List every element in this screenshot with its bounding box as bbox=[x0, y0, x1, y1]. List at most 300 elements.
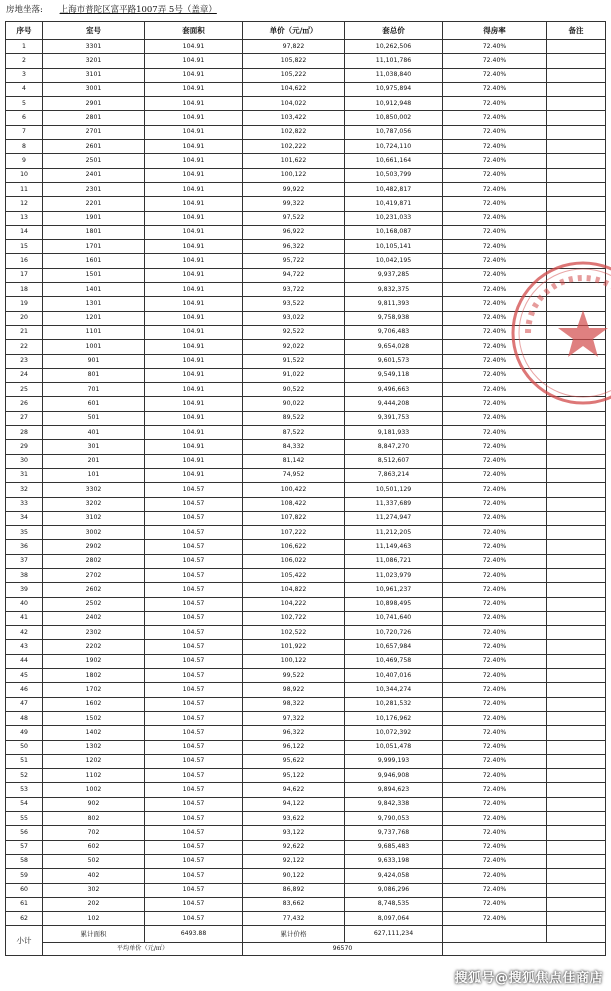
unit-area: 104.57 bbox=[145, 669, 243, 683]
total-price: 10,503,799 bbox=[345, 168, 443, 182]
unit-area: 104.91 bbox=[145, 97, 243, 111]
unit-price: 92,022 bbox=[243, 340, 345, 354]
unit-price: 91,022 bbox=[243, 368, 345, 382]
table-row bbox=[6, 240, 606, 254]
efficiency-rate: 72.40% bbox=[443, 568, 547, 582]
location-address: 上海市普陀区富平路1007弄 5号（盖章） bbox=[59, 5, 217, 15]
row-index: 48 bbox=[6, 711, 43, 725]
efficiency-rate: 72.40% bbox=[443, 540, 547, 554]
remarks bbox=[547, 526, 606, 540]
remarks bbox=[547, 740, 606, 754]
unit-area: 104.57 bbox=[145, 797, 243, 811]
total-price: 8,512,607 bbox=[345, 454, 443, 468]
total-price: 11,149,463 bbox=[345, 540, 443, 554]
unit-area: 104.57 bbox=[145, 683, 243, 697]
row-index: 53 bbox=[6, 783, 43, 797]
unit-area: 104.57 bbox=[145, 769, 243, 783]
efficiency-rate: 72.40% bbox=[443, 640, 547, 654]
table-row bbox=[6, 97, 606, 111]
total-price: 10,657,984 bbox=[345, 640, 443, 654]
remarks bbox=[547, 325, 606, 339]
row-index: 25 bbox=[6, 383, 43, 397]
row-index: 28 bbox=[6, 426, 43, 440]
unit-area: 104.91 bbox=[145, 383, 243, 397]
total-price: 9,832,375 bbox=[345, 283, 443, 297]
efficiency-rate: 72.40% bbox=[443, 40, 547, 54]
efficiency-rate: 72.40% bbox=[443, 654, 547, 668]
row-index: 39 bbox=[6, 583, 43, 597]
table-row bbox=[6, 554, 606, 568]
table-row bbox=[6, 82, 606, 96]
remarks bbox=[547, 254, 606, 268]
unit-area: 104.57 bbox=[145, 554, 243, 568]
table-row bbox=[6, 683, 606, 697]
room-number: 2901 bbox=[43, 97, 145, 111]
remarks bbox=[547, 654, 606, 668]
total-price: 9,737,768 bbox=[345, 826, 443, 840]
row-index: 38 bbox=[6, 568, 43, 582]
unit-price: 99,322 bbox=[243, 197, 345, 211]
efficiency-rate: 72.40% bbox=[443, 225, 547, 239]
total-price: 11,023,979 bbox=[345, 568, 443, 582]
unit-area: 104.57 bbox=[145, 883, 243, 897]
table-row bbox=[6, 111, 606, 125]
efficiency-rate: 72.40% bbox=[443, 97, 547, 111]
unit-price: 102,222 bbox=[243, 140, 345, 154]
room-number: 3001 bbox=[43, 82, 145, 96]
efficiency-rate: 72.40% bbox=[443, 68, 547, 82]
remarks bbox=[547, 268, 606, 282]
efficiency-rate: 72.40% bbox=[443, 597, 547, 611]
total-price: 10,501,129 bbox=[345, 483, 443, 497]
total-price: 10,407,016 bbox=[345, 669, 443, 683]
unit-area: 104.57 bbox=[145, 826, 243, 840]
room-number: 401 bbox=[43, 426, 145, 440]
remarks bbox=[547, 840, 606, 854]
table-row bbox=[6, 225, 606, 239]
table-row bbox=[6, 268, 606, 282]
unit-price: 101,922 bbox=[243, 640, 345, 654]
unit-price: 102,822 bbox=[243, 125, 345, 139]
unit-price: 98,322 bbox=[243, 697, 345, 711]
unit-price: 92,622 bbox=[243, 840, 345, 854]
room-number: 1902 bbox=[43, 654, 145, 668]
table-row bbox=[6, 211, 606, 225]
room-number: 601 bbox=[43, 397, 145, 411]
col-header-total-price: 套总价 bbox=[345, 22, 443, 40]
table-row bbox=[6, 854, 606, 868]
table-row bbox=[6, 483, 606, 497]
room-number: 1202 bbox=[43, 754, 145, 768]
row-index: 33 bbox=[6, 497, 43, 511]
unit-area: 104.91 bbox=[145, 68, 243, 82]
efficiency-rate: 72.40% bbox=[443, 697, 547, 711]
table-row bbox=[6, 468, 606, 482]
remarks bbox=[547, 140, 606, 154]
efficiency-rate: 72.40% bbox=[443, 511, 547, 525]
table-row bbox=[6, 869, 606, 883]
room-number: 602 bbox=[43, 840, 145, 854]
efficiency-rate: 72.40% bbox=[443, 497, 547, 511]
average-row bbox=[6, 943, 606, 956]
unit-area: 104.57 bbox=[145, 840, 243, 854]
table-row bbox=[6, 454, 606, 468]
unit-area: 104.57 bbox=[145, 654, 243, 668]
total-price: 9,999,193 bbox=[345, 754, 443, 768]
efficiency-rate: 72.40% bbox=[443, 683, 547, 697]
row-index: 11 bbox=[6, 182, 43, 196]
unit-area: 104.57 bbox=[145, 697, 243, 711]
remarks bbox=[547, 154, 606, 168]
total-area-value: 6493.88 bbox=[145, 926, 243, 943]
total-price: 10,168,087 bbox=[345, 225, 443, 239]
unit-area: 104.57 bbox=[145, 497, 243, 511]
table-row bbox=[6, 311, 606, 325]
total-price: 10,042,195 bbox=[345, 254, 443, 268]
total-price: 11,337,689 bbox=[345, 497, 443, 511]
total-price: 9,946,908 bbox=[345, 769, 443, 783]
unit-price: 96,922 bbox=[243, 225, 345, 239]
unit-price: 97,322 bbox=[243, 711, 345, 725]
room-number: 3201 bbox=[43, 54, 145, 68]
row-index: 12 bbox=[6, 197, 43, 211]
room-number: 501 bbox=[43, 411, 145, 425]
remarks bbox=[547, 769, 606, 783]
table-row bbox=[6, 912, 606, 926]
efficiency-rate: 72.40% bbox=[443, 483, 547, 497]
row-index: 19 bbox=[6, 297, 43, 311]
remarks bbox=[547, 754, 606, 768]
room-number: 901 bbox=[43, 354, 145, 368]
total-price: 10,961,237 bbox=[345, 583, 443, 597]
room-number: 1602 bbox=[43, 697, 145, 711]
table-row bbox=[6, 182, 606, 196]
unit-area: 104.57 bbox=[145, 740, 243, 754]
unit-area: 104.57 bbox=[145, 869, 243, 883]
room-number: 2502 bbox=[43, 597, 145, 611]
remarks bbox=[547, 711, 606, 725]
total-price: 11,274,947 bbox=[345, 511, 443, 525]
room-number: 3102 bbox=[43, 511, 145, 525]
row-index: 8 bbox=[6, 140, 43, 154]
total-price: 9,496,663 bbox=[345, 383, 443, 397]
row-index: 31 bbox=[6, 468, 43, 482]
remarks bbox=[547, 197, 606, 211]
efficiency-rate: 72.40% bbox=[443, 826, 547, 840]
efficiency-rate: 72.40% bbox=[443, 626, 547, 640]
remarks bbox=[547, 125, 606, 139]
unit-price: 106,022 bbox=[243, 554, 345, 568]
unit-price: 106,622 bbox=[243, 540, 345, 554]
empty-cell bbox=[443, 943, 606, 956]
total-price: 10,975,894 bbox=[345, 82, 443, 96]
row-index: 56 bbox=[6, 826, 43, 840]
room-number: 102 bbox=[43, 912, 145, 926]
total-price: 9,842,338 bbox=[345, 797, 443, 811]
remarks bbox=[547, 497, 606, 511]
row-index: 3 bbox=[6, 68, 43, 82]
total-price: 11,212,205 bbox=[345, 526, 443, 540]
total-price: 9,790,053 bbox=[345, 812, 443, 826]
unit-price: 94,622 bbox=[243, 783, 345, 797]
room-number: 301 bbox=[43, 440, 145, 454]
unit-price: 107,222 bbox=[243, 526, 345, 540]
unit-area: 104.57 bbox=[145, 626, 243, 640]
unit-price: 105,822 bbox=[243, 54, 345, 68]
total-area-label: 累计面积 bbox=[43, 926, 145, 943]
remarks bbox=[547, 797, 606, 811]
efficiency-rate: 72.40% bbox=[443, 454, 547, 468]
unit-price: 108,422 bbox=[243, 497, 345, 511]
unit-area: 104.91 bbox=[145, 454, 243, 468]
total-price: 9,685,483 bbox=[345, 840, 443, 854]
total-price: 8,847,270 bbox=[345, 440, 443, 454]
unit-area: 104.57 bbox=[145, 812, 243, 826]
table-row bbox=[6, 440, 606, 454]
unit-price: 94,722 bbox=[243, 268, 345, 282]
remarks bbox=[547, 854, 606, 868]
table-row bbox=[6, 540, 606, 554]
room-number: 1502 bbox=[43, 711, 145, 725]
unit-area: 104.57 bbox=[145, 854, 243, 868]
remarks bbox=[547, 383, 606, 397]
unit-area: 104.57 bbox=[145, 483, 243, 497]
total-price: 9,391,753 bbox=[345, 411, 443, 425]
room-number: 101 bbox=[43, 468, 145, 482]
efficiency-rate: 72.40% bbox=[443, 468, 547, 482]
unit-area: 104.57 bbox=[145, 568, 243, 582]
unit-price: 104,022 bbox=[243, 97, 345, 111]
total-price: 9,706,483 bbox=[345, 325, 443, 339]
efficiency-rate: 72.40% bbox=[443, 240, 547, 254]
unit-price: 91,522 bbox=[243, 354, 345, 368]
table-header-row bbox=[6, 22, 606, 40]
watermark: 搜狐号@搜狐焦点佳商店 bbox=[454, 971, 603, 986]
row-index: 1 bbox=[6, 40, 43, 54]
remarks bbox=[547, 82, 606, 96]
row-index: 9 bbox=[6, 154, 43, 168]
efficiency-rate: 72.40% bbox=[443, 154, 547, 168]
total-price: 11,086,721 bbox=[345, 554, 443, 568]
efficiency-rate: 72.40% bbox=[443, 554, 547, 568]
total-price: 9,894,623 bbox=[345, 783, 443, 797]
subtotal-row bbox=[6, 926, 606, 943]
row-index: 35 bbox=[6, 526, 43, 540]
efficiency-rate: 72.40% bbox=[443, 297, 547, 311]
efficiency-rate: 72.40% bbox=[443, 325, 547, 339]
room-number: 1101 bbox=[43, 325, 145, 339]
row-index: 5 bbox=[6, 97, 43, 111]
remarks bbox=[547, 897, 606, 911]
remarks bbox=[547, 826, 606, 840]
total-price: 9,549,118 bbox=[345, 368, 443, 382]
table-row bbox=[6, 197, 606, 211]
unit-area: 104.91 bbox=[145, 283, 243, 297]
remarks bbox=[547, 297, 606, 311]
unit-area: 104.91 bbox=[145, 440, 243, 454]
room-number: 2501 bbox=[43, 154, 145, 168]
unit-price: 84,332 bbox=[243, 440, 345, 454]
efficiency-rate: 72.40% bbox=[443, 411, 547, 425]
unit-price: 107,822 bbox=[243, 511, 345, 525]
total-price: 9,424,058 bbox=[345, 869, 443, 883]
total-price: 10,482,817 bbox=[345, 182, 443, 196]
unit-price: 87,522 bbox=[243, 426, 345, 440]
efficiency-rate: 72.40% bbox=[443, 340, 547, 354]
table-row bbox=[6, 669, 606, 683]
row-index: 14 bbox=[6, 225, 43, 239]
efficiency-rate: 72.40% bbox=[443, 140, 547, 154]
remarks bbox=[547, 111, 606, 125]
remarks bbox=[547, 97, 606, 111]
remarks bbox=[547, 240, 606, 254]
unit-price: 97,522 bbox=[243, 211, 345, 225]
table-row bbox=[6, 783, 606, 797]
table-row bbox=[6, 254, 606, 268]
total-price: 10,105,141 bbox=[345, 240, 443, 254]
unit-price: 102,522 bbox=[243, 626, 345, 640]
unit-area: 104.57 bbox=[145, 640, 243, 654]
room-number: 1002 bbox=[43, 783, 145, 797]
table-row bbox=[6, 497, 606, 511]
efficiency-rate: 72.40% bbox=[443, 711, 547, 725]
row-index: 13 bbox=[6, 211, 43, 225]
table-row bbox=[6, 168, 606, 182]
unit-area: 104.91 bbox=[145, 140, 243, 154]
efficiency-rate: 72.40% bbox=[443, 311, 547, 325]
table-row bbox=[6, 740, 606, 754]
unit-area: 104.91 bbox=[145, 325, 243, 339]
unit-price: 95,622 bbox=[243, 754, 345, 768]
remarks bbox=[547, 883, 606, 897]
row-index: 49 bbox=[6, 726, 43, 740]
table-row bbox=[6, 826, 606, 840]
remarks bbox=[547, 283, 606, 297]
price-table bbox=[5, 21, 606, 956]
table-row bbox=[6, 897, 606, 911]
remarks bbox=[547, 468, 606, 482]
room-number: 2401 bbox=[43, 168, 145, 182]
room-number: 2902 bbox=[43, 540, 145, 554]
row-index: 21 bbox=[6, 325, 43, 339]
unit-area: 104.91 bbox=[145, 340, 243, 354]
table-row bbox=[6, 325, 606, 339]
col-header-area: 套面积 bbox=[145, 22, 243, 40]
room-number: 201 bbox=[43, 454, 145, 468]
unit-area: 104.57 bbox=[145, 540, 243, 554]
room-number: 802 bbox=[43, 812, 145, 826]
unit-price: 83,662 bbox=[243, 897, 345, 911]
remarks bbox=[547, 783, 606, 797]
unit-price: 100,122 bbox=[243, 168, 345, 182]
col-header-efficiency: 得房率 bbox=[443, 22, 547, 40]
efficiency-rate: 72.40% bbox=[443, 383, 547, 397]
room-number: 302 bbox=[43, 883, 145, 897]
avg-price-value: 96570 bbox=[243, 943, 443, 956]
room-number: 2802 bbox=[43, 554, 145, 568]
unit-area: 104.91 bbox=[145, 254, 243, 268]
unit-area: 104.57 bbox=[145, 912, 243, 926]
total-price: 10,281,532 bbox=[345, 697, 443, 711]
unit-area: 104.57 bbox=[145, 511, 243, 525]
unit-price: 93,022 bbox=[243, 311, 345, 325]
row-index: 54 bbox=[6, 797, 43, 811]
unit-area: 104.91 bbox=[145, 426, 243, 440]
remarks bbox=[547, 511, 606, 525]
room-number: 801 bbox=[43, 368, 145, 382]
unit-price: 104,822 bbox=[243, 583, 345, 597]
efficiency-rate: 72.40% bbox=[443, 526, 547, 540]
unit-price: 98,922 bbox=[243, 683, 345, 697]
table-body bbox=[6, 40, 606, 926]
room-number: 902 bbox=[43, 797, 145, 811]
row-index: 37 bbox=[6, 554, 43, 568]
remarks bbox=[547, 397, 606, 411]
row-index: 34 bbox=[6, 511, 43, 525]
unit-price: 97,822 bbox=[243, 40, 345, 54]
unit-price: 104,622 bbox=[243, 82, 345, 96]
unit-price: 104,222 bbox=[243, 597, 345, 611]
unit-area: 104.91 bbox=[145, 368, 243, 382]
unit-area: 104.91 bbox=[145, 240, 243, 254]
table-row bbox=[6, 54, 606, 68]
remarks bbox=[547, 597, 606, 611]
total-price: 10,850,002 bbox=[345, 111, 443, 125]
room-number: 2701 bbox=[43, 125, 145, 139]
room-number: 1301 bbox=[43, 297, 145, 311]
room-number: 1001 bbox=[43, 340, 145, 354]
unit-area: 104.57 bbox=[145, 526, 243, 540]
total-price: 9,654,028 bbox=[345, 340, 443, 354]
unit-price: 102,722 bbox=[243, 611, 345, 625]
unit-area: 104.57 bbox=[145, 897, 243, 911]
row-index: 52 bbox=[6, 769, 43, 783]
table-row bbox=[6, 397, 606, 411]
room-number: 1701 bbox=[43, 240, 145, 254]
table-row bbox=[6, 368, 606, 382]
efficiency-rate: 72.40% bbox=[443, 897, 547, 911]
unit-area: 104.91 bbox=[145, 297, 243, 311]
unit-price: 96,322 bbox=[243, 726, 345, 740]
location-header bbox=[6, 3, 217, 15]
total-price: 10,344,274 bbox=[345, 683, 443, 697]
efficiency-rate: 72.40% bbox=[443, 740, 547, 754]
row-index: 20 bbox=[6, 311, 43, 325]
row-index: 2 bbox=[6, 54, 43, 68]
remarks bbox=[547, 68, 606, 82]
row-index: 62 bbox=[6, 912, 43, 926]
row-index: 32 bbox=[6, 483, 43, 497]
row-index: 43 bbox=[6, 640, 43, 654]
room-number: 2602 bbox=[43, 583, 145, 597]
total-price: 9,086,296 bbox=[345, 883, 443, 897]
room-number: 3301 bbox=[43, 40, 145, 54]
remarks bbox=[547, 869, 606, 883]
unit-area: 104.57 bbox=[145, 754, 243, 768]
efficiency-rate: 72.40% bbox=[443, 182, 547, 196]
table-row bbox=[6, 626, 606, 640]
efficiency-rate: 72.40% bbox=[443, 854, 547, 868]
room-number: 1102 bbox=[43, 769, 145, 783]
remarks bbox=[547, 912, 606, 926]
total-price: 11,038,840 bbox=[345, 68, 443, 82]
total-price: 10,176,962 bbox=[345, 711, 443, 725]
room-number: 702 bbox=[43, 826, 145, 840]
unit-price: 81,142 bbox=[243, 454, 345, 468]
col-header-unit-price: 单价（元/㎡） bbox=[243, 22, 345, 40]
unit-area: 104.91 bbox=[145, 411, 243, 425]
table-row bbox=[6, 354, 606, 368]
